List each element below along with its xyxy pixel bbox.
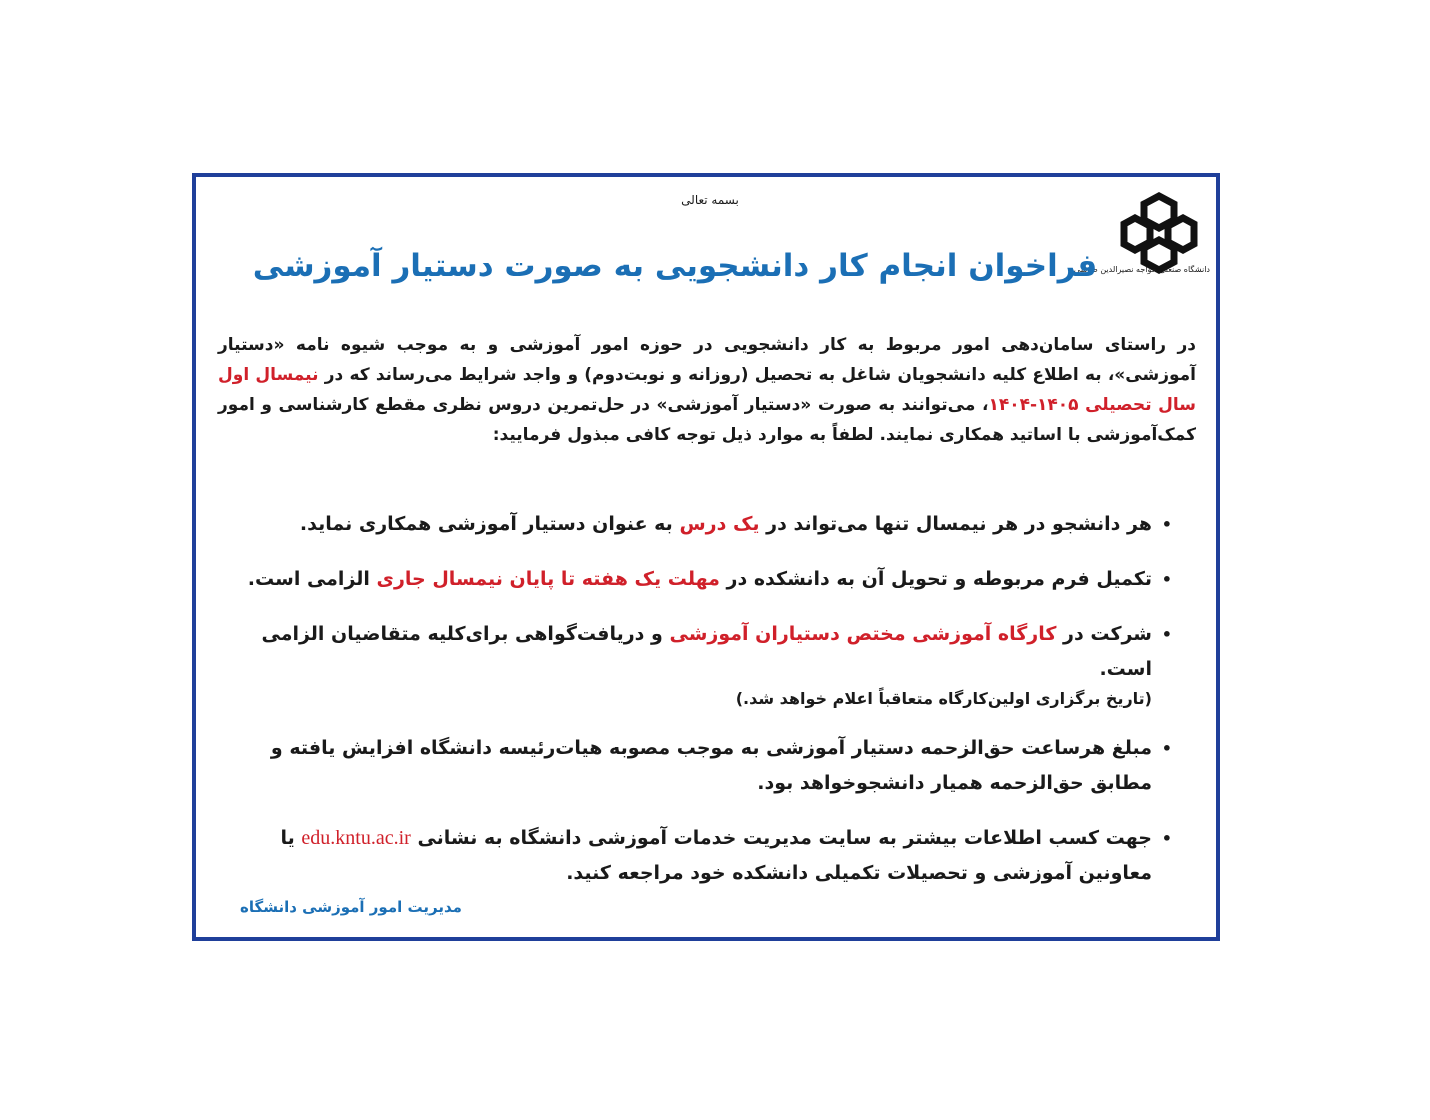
- bullet-text: هر دانشجو در هر نیمسال تنها می‌تواند در: [759, 513, 1152, 535]
- bullet-highlight: یک درس: [679, 513, 760, 535]
- bullet-text: و دریافت‌گواهی برای‌کلیه متقاضیان الزامی است.: [261, 623, 1152, 680]
- bullet-note: (تاریخ برگزاری اولین‌کارگاه متعاقباً اعلام خواهد شد.): [735, 689, 1152, 708]
- conditions-list: [206, 507, 1170, 891]
- list-item: [206, 507, 1170, 542]
- bullet-text: تکمیل فرم مربوطه و تحویل آن به دانشکده در: [719, 568, 1152, 590]
- page-title: فراخوان انجام کار دانشجویی به صورت دستیار آموزشی: [252, 248, 1098, 284]
- list-item: [206, 617, 1170, 711]
- bullet-text: شرکت در: [1056, 623, 1152, 645]
- bullet-text: مبلغ هرساعت حق‌الزحمه دستیار آموزشی به موجب مصوبه هیات‌رئیسه دانشگاه افزایش یافته و مطابق حق‌الزحمه همیار دانشجوخواهد بود.: [270, 737, 1152, 794]
- intro-text-2: ، می‌توانند به صورت «دستیار آموزشی» در حل‌تمرین دروس نظری مقطع کارشناسی و امور کمک‌آموزشی با اساتید همکاری نمایند. لطفاً به موارد ذیل توجه کافی مبذول فرمایید:: [218, 395, 1196, 445]
- list-item: [206, 821, 1170, 891]
- intro-highlight: نیمسال اول سال تحصیلی ۱۴۰۵-۱۴۰۴: [218, 365, 1197, 415]
- bullet-text: یا معاونین آموزشی و تحصیلات تکمیلی دانشکده خود مراجعه کنید.: [280, 827, 1152, 884]
- intro-paragraph: [218, 330, 1196, 450]
- bullet-highlight: کارگاه آموزشی مختص دستیاران آموزشی: [669, 623, 1057, 645]
- bismillah-heading: بسمه تعالی: [681, 193, 739, 207]
- list-item: [206, 562, 1170, 597]
- list-item: [206, 731, 1170, 801]
- bullet-text: جهت کسب اطلاعات بیشتر به سایت مدیریت خدمات آموزشی دانشگاه به نشانی: [410, 827, 1152, 849]
- bullet-text: به عنوان دستیار آموزشی همکاری نماید.: [299, 513, 680, 535]
- intro-text-1: در راستای سامان‌دهی امور مربوط به کار دانشجویی در حوزه امور آموزشی و به موجب شیوه نامه «دستیار آموزشی»، به اطلاع کلیه دانشجویان شاغل به تحصیل (روزانه و نوبت‌دوم) و واجد شرایط می‌رساند که در: [218, 335, 1196, 385]
- bullet-text: الزامی است.: [247, 568, 377, 590]
- bullet-highlight: مهلت یک هفته تا پایان نیمسال جاری: [376, 568, 720, 590]
- logo-caption: دانشگاه صنعتی خواجه نصیرالدین طوسی: [1073, 265, 1210, 274]
- signature: مدیریت امور آموزشی دانشگاه: [240, 898, 462, 916]
- website-link[interactable]: edu.kntu.ac.ir: [301, 827, 411, 849]
